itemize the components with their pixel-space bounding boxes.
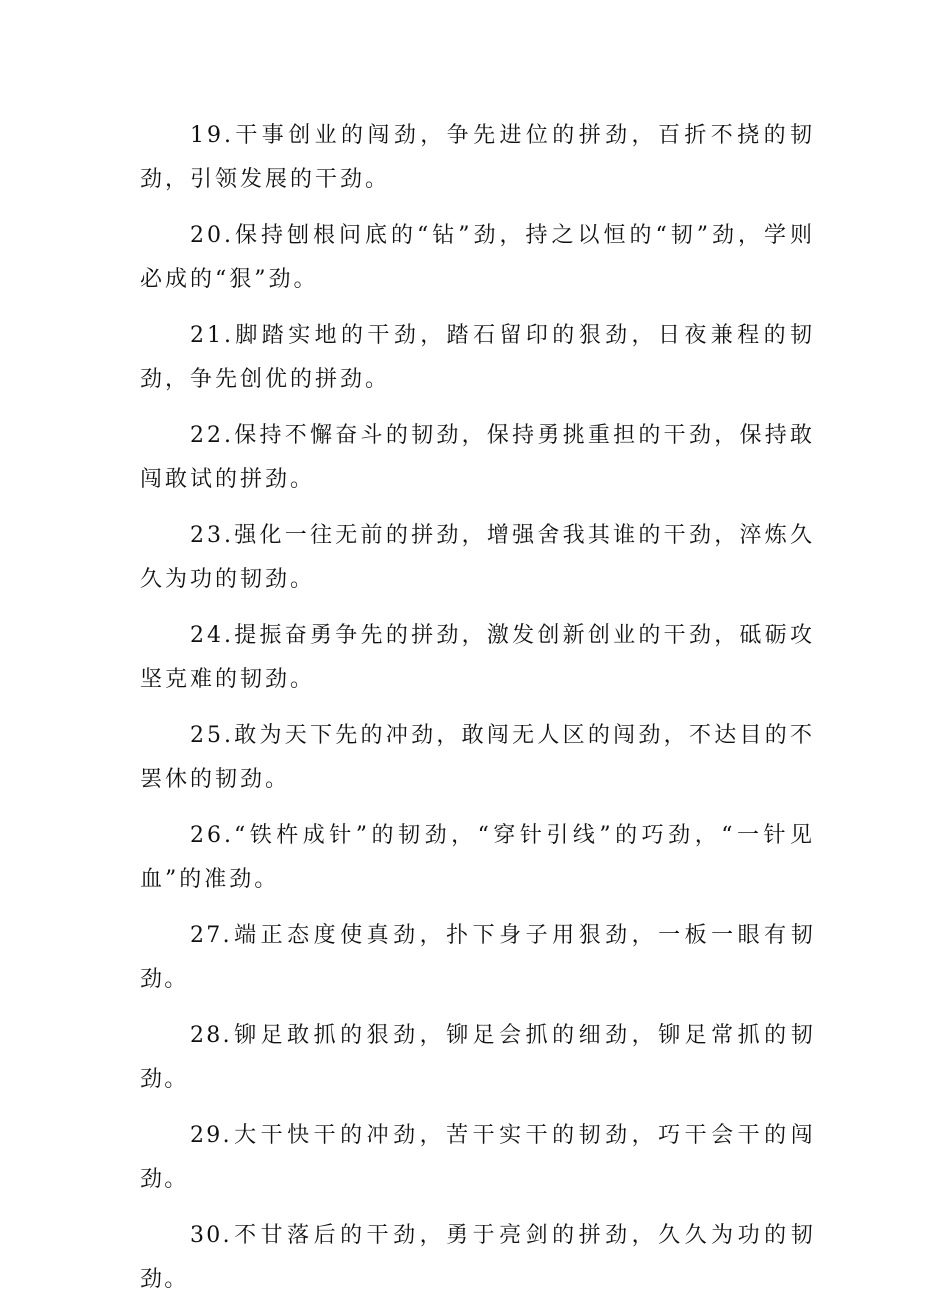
list-item-26: 26.“铁杵成针”的韧劲，“穿针引线”的巧劲，“一针见血”的准劲。 bbox=[140, 823, 815, 892]
list-item-23: 23.强化一往无前的拼劲，增强舍我其谁的干劲，淬炼久久为功的韧劲。 bbox=[140, 523, 815, 592]
list-item-19: 19.干事创业的闯劲，争先进位的拼劲，百折不挠的韧劲，引领发展的干劲。 bbox=[140, 123, 815, 192]
list-item-24: 24.提振奋勇争先的拼劲，激发创新创业的干劲，砥砺攻坚克难的韧劲。 bbox=[140, 623, 815, 692]
list-item-30: 30.不甘落后的干劲，勇于亮剑的拼劲，久久为功的韧劲。 bbox=[140, 1223, 815, 1292]
list-item-29: 29.大干快干的冲劲，苦干实干的韧劲，巧干会干的闯劲。 bbox=[140, 1123, 815, 1192]
list-item-25: 25.敢为天下先的冲劲，敢闯无人区的闯劲，不达目的不罢休的韧劲。 bbox=[140, 723, 815, 792]
list-item-28: 28.铆足敢抓的狠劲，铆足会抓的细劲，铆足常抓的韧劲。 bbox=[140, 1023, 815, 1092]
list-item-27: 27.端正态度使真劲，扑下身子用狠劲，一板一眼有韧劲。 bbox=[140, 923, 815, 992]
slogan-list bbox=[140, 114, 815, 1314]
list-item-20: 20.保持刨根问底的“钻”劲，持之以恒的“韧”劲，学则必成的“狠”劲。 bbox=[140, 223, 815, 292]
list-item-21: 21.脚踏实地的干劲，踏石留印的狠劲，日夜兼程的韧劲，争先创优的拼劲。 bbox=[140, 323, 815, 392]
list-item-22: 22.保持不懈奋斗的韧劲，保持勇挑重担的干劲，保持敢闯敢试的拼劲。 bbox=[140, 423, 815, 492]
